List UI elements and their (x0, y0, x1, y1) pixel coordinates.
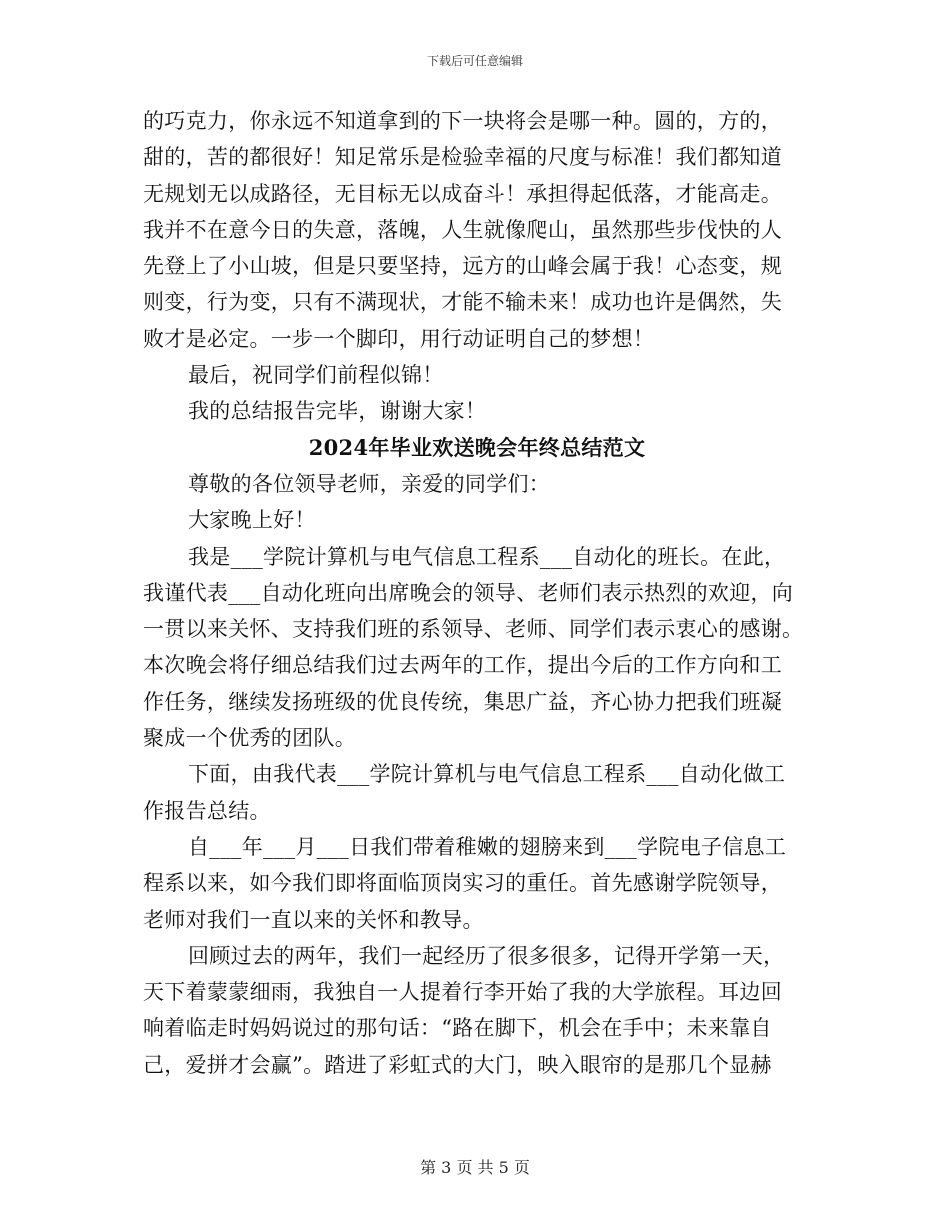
body-line: 作报告总结。 (143, 798, 271, 823)
body-line: 无规划无以成路径，无目标无以成奋斗！承担得起低落，才能高走。 (143, 181, 782, 206)
body-line: 则变，行为变，只有不满现状，才能不输未来！成功也许是偶然，失 (143, 290, 782, 315)
body-line: 最后，祝同学们前程似锦！ (188, 363, 444, 388)
body-line: 尊敬的各位领导老师，亲爱的同学们： (188, 471, 551, 496)
page-footer: 第 3 页 共 5 页 (420, 1158, 530, 1177)
body-line: 败才是必定。一步一个脚印，用行动证明自己的梦想！ (143, 326, 655, 351)
body-line: 的巧克力，你永远不知道拿到的下一块将会是哪一种。圆的，方的， (143, 109, 782, 133)
body-line: 聚成一个优秀的团队。 (143, 726, 356, 751)
body-line: 我谨代表___自动化班向出席晚会的领导、老师们表示热烈的欢迎，向 (143, 580, 794, 605)
body-line: 我并不在意今日的失意，落魄，人生就像爬山，虽然那些步伐快的人 (143, 217, 782, 242)
body-line: 响着临走时妈妈说过的那句话：“路在脚下，机会在手中；未来靠自 (143, 1016, 772, 1041)
body-line: 天下着蒙蒙细雨，我独自一人提着行李开始了我的大学旅程。耳边回 (143, 980, 782, 1005)
body-line: 回顾过去的两年，我们一起经历了很多很多，记得开学第一天， (188, 943, 785, 968)
body-line: 先登上了小山坡，但是只要坚持，远方的山峰会属于我！心态变，规 (143, 254, 782, 279)
body-line: 一贯以来关怀、支持我们班的系领导、老师、同学们表示衷心的感谢。 (143, 617, 804, 642)
body-line: 下面，由我代表___学院计算机与电气信息工程系___自动化做工 (188, 762, 786, 787)
section-title: 2024年毕业欢送晚会年终总结范文 (308, 434, 646, 460)
page-header: 下载后可任意编辑 (426, 54, 523, 68)
body-line: 甜的，苦的都很好！知足常乐是检验幸福的尺度与标准！我们都知道 (143, 145, 782, 170)
body-line: 自___年___月___日我们带着稚嫩的翅膀来到___学院电子信息工 (188, 834, 787, 859)
body-line: 己，爱拼才会赢”。踏进了彩虹式的大门，映入眼帘的是那几个显赫 (143, 1052, 772, 1077)
body-line: 本次晚会将仔细总结我们过去两年的工作，提出今后的工作方向和工 (143, 653, 782, 678)
body-line: 程系以来，如今我们即将面临顶岗实习的重任。首先感谢学院领导， (143, 871, 782, 896)
body-line: 老师对我们一直以来的关怀和教导。 (143, 907, 484, 932)
body-line: 作任务，继续发扬班级的优良传统，集思广益，齐心协力把我们班凝 (143, 689, 782, 714)
document-body (143, 103, 811, 1083)
body-line: 大家晚上好！ (188, 508, 316, 533)
body-line: 我的总结报告完毕，谢谢大家！ (188, 399, 487, 424)
body-line: 我是___学院计算机与电气信息工程系___自动化的班长。在此， (188, 544, 786, 569)
